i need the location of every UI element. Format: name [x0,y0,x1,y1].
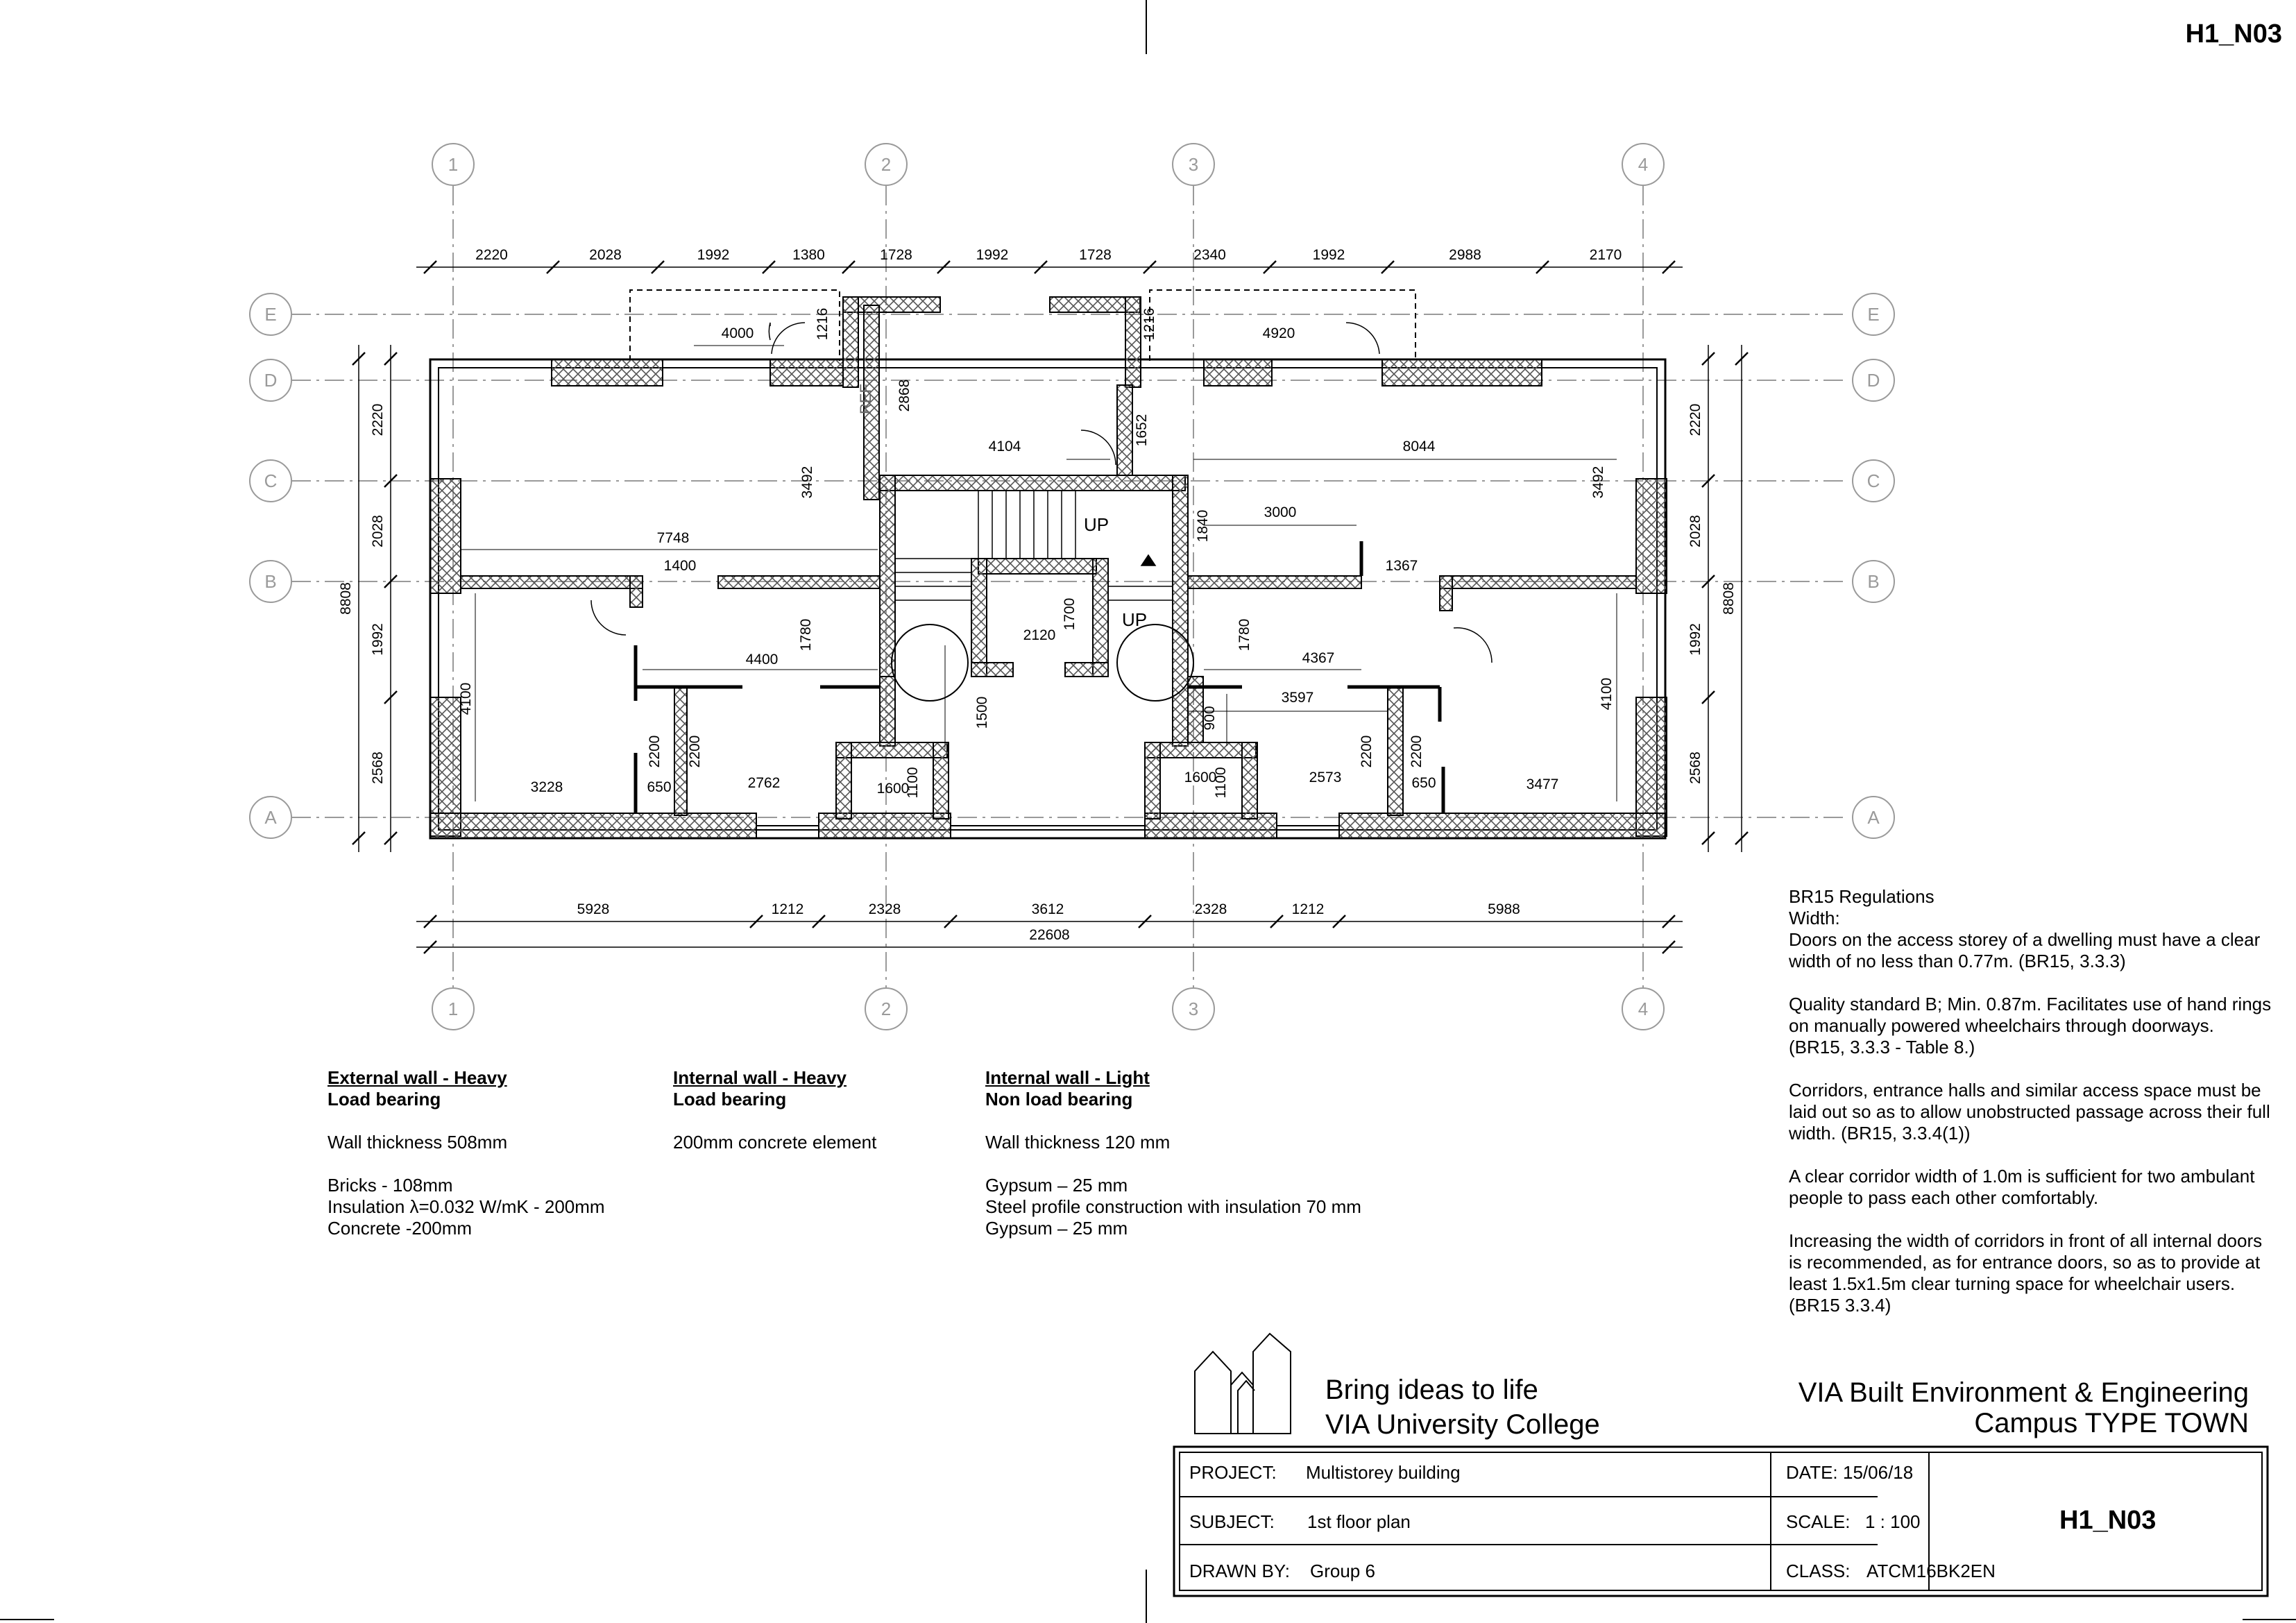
grid-label-col: 1 [448,999,459,1019]
dim-interior-text: 1100 [905,767,921,799]
dim-top-text: 2988 [1449,247,1481,263]
dim-right-text: 2568 [1687,751,1703,784]
legend-line: Insulation λ=0.032 W/mK - 200mm [328,1196,605,1217]
dim-right-text: 2028 [1687,515,1703,547]
dim-interior-text: 2573 [1309,770,1342,785]
dim-interior-text: 3000 [1264,504,1297,520]
legend-line: Wall thickness 120 mm [985,1132,1171,1153]
sheet-code: H1_N03 [2185,19,2282,49]
subject-label: SUBJECT: [1189,1511,1275,1532]
dim-top-text: 1380 [792,247,825,263]
class-value: ATCM16BK2EN [1866,1561,1996,1581]
dim-interior-text: 1100 [1213,767,1229,799]
scale-value: 1 : 100 [1865,1511,1921,1532]
dim-bottom-text: 1212 [771,901,804,917]
legend-subtitle: Load bearing [673,1089,787,1110]
dim-right-text: 2220 [1687,403,1703,436]
dim-interior-text: 4100 [1599,677,1615,711]
title-block-code: H1_N03 [2059,1506,2157,1535]
grid-label-row: D [1866,370,1880,391]
regulation-paragraph: A clear corridor width of 1.0m is sufficient for two ambulant people to pass each other comfortably. [1789,1166,2255,1208]
grid-label-col: 2 [881,154,892,175]
dim-interior-text: 2120 [1023,627,1056,643]
dim-interior-text: 1400 [663,558,697,574]
dim-interior-text: 7748 [656,530,690,546]
date-label: DATE: [1786,1462,1838,1483]
dim-interior-text: 1700 [1062,597,1078,631]
dim-interior-text: 2762 [747,775,781,791]
legend-subtitle: Non load bearing [985,1089,1133,1110]
dim-interior-text: 4920 [1262,325,1295,341]
grid-label-row: B [1867,571,1880,592]
dim-interior-text: 900 [1202,706,1218,731]
regulations-heading: BR15 Regulations [1789,886,1934,907]
legend-line: Gypsum – 25 mm [985,1175,1128,1196]
ref-label: REF [857,384,874,414]
grid-label-col: 2 [881,999,892,1019]
brand-line-2: VIA University College [1325,1409,1600,1440]
dim-top-text: 1992 [1312,247,1345,263]
regulation-paragraph: Doors on the access storey of a dwelling must have a clear width of no less than 0.77m. (BR15, 3.3.3) [1789,929,2261,971]
date-value: 15/06/18 [1843,1462,1914,1483]
drawn-by-value: Group 6 [1310,1561,1375,1581]
regulation-paragraph: Increasing the width of corridors in front of all internal doors is recommended, as for entrance doors, so as to provide at least 1.5x1.5m clear turning space for wheelchair users. (BR15 3.3.4) [1789,1230,2263,1316]
project-label: PROJECT: [1189,1462,1277,1483]
dim-interior-text: 4100 [458,682,474,715]
grid-label-row: A [1867,807,1880,828]
dim-left-text: 1992 [370,623,386,656]
regulation-paragraph: Corridors, entrance halls and similar access space must be laid out so as to allow unobstructed passage across their full width. (BR15, 3.3.4(1)) [1789,1080,2270,1144]
legend-line: 200mm concrete element [673,1132,877,1153]
grid-label-col: 1 [448,154,459,175]
scale-label: SCALE: [1786,1511,1851,1532]
grid-label-row: C [264,470,278,491]
stair-up-label-1: UP [1083,514,1109,535]
dim-top-text: 2340 [1193,247,1226,263]
dim-interior-text: 4367 [1302,650,1335,666]
dim-interior-text: 1600 [1184,770,1217,785]
dim-interior-text: 650 [1411,775,1436,791]
campus-line-1: VIA Built Environment & Engineering [1798,1377,2249,1408]
dim-left-total-text: 8808 [338,582,354,615]
dim-interior-text: 1652 [1134,414,1150,447]
campus-line-2: Campus TYPE TOWN [1974,1408,2249,1438]
dim-interior-text: 3492 [1590,466,1606,499]
dim-interior-text: 1600 [876,781,910,797]
legend-title: External wall - Heavy [328,1067,507,1088]
dim-interior-text: 4000 [721,325,754,341]
dim-right-text: 1992 [1687,623,1703,656]
dim-top-text: 2170 [1589,247,1622,263]
dim-left-text: 2568 [370,751,386,784]
grid-label-row: C [1866,470,1880,491]
legend-subtitle: Load bearing [328,1089,441,1110]
dim-bottom-text: 3612 [1031,901,1064,917]
dim-interior-text: 3228 [530,779,563,795]
dim-top-text: 1728 [880,247,912,263]
dim-interior-text: 1216 [815,307,831,341]
dim-top-text: 1728 [1079,247,1112,263]
grid-label-row: B [264,571,277,592]
dim-interior-text: 1840 [1195,509,1211,543]
legend-line: Bricks - 108mm [328,1175,453,1196]
dim-top-text: 2028 [589,247,622,263]
grid-label-row: E [1867,304,1880,325]
dim-interior-text: 2200 [1359,735,1375,768]
legend-line: Steel profile construction with insulation 70 mm [985,1196,1361,1217]
dim-bottom-total-text: 22608 [1029,927,1070,943]
dim-interior-text: 4104 [988,439,1021,454]
dim-top-text: 1992 [976,247,1009,263]
dim-top-text: 1992 [697,247,730,263]
dim-bottom-text: 2328 [1194,901,1227,917]
dim-interior-text: 2200 [1409,735,1425,768]
grid-label-col: 4 [1638,999,1649,1019]
legend-line: Wall thickness 508mm [328,1132,508,1153]
dim-interior-text: 1216 [1141,307,1157,341]
grid-label-row: E [264,304,277,325]
dim-top-text: 2220 [475,247,508,263]
regulations-subheading: Width: [1789,908,1840,928]
legend-line: Concrete -200mm [328,1218,473,1239]
subject-value: 1st floor plan [1307,1511,1411,1532]
grid-label-col: 3 [1188,999,1199,1019]
legend-line: Gypsum – 25 mm [985,1218,1128,1239]
drawn-by-label: DRAWN BY: [1189,1561,1290,1581]
dim-interior-text: 3492 [799,466,815,499]
dim-left-text: 2220 [370,403,386,436]
dim-bottom-text: 1212 [1291,901,1325,917]
brand-line-1: Bring ideas to life [1325,1375,1538,1405]
dim-bottom-text: 5928 [577,901,610,917]
dim-bottom-text: 5988 [1488,901,1520,917]
grid-label-col: 4 [1638,154,1649,175]
grid-label-row: A [264,807,277,828]
dim-right-total-text: 8808 [1721,582,1737,615]
dim-interior-text: 1780 [1236,618,1252,652]
dim-left-text: 2028 [370,515,386,547]
class-label: CLASS: [1786,1561,1851,1581]
regulation-paragraph: Quality standard B; Min. 0.87m. Facilitates use of hand rings on manually powered wheelchairs through doorways. (BR15, 3.3.3 - Table 8.) [1789,994,2272,1057]
dim-bottom-text: 2328 [868,901,901,917]
legend-title: Internal wall - Heavy [673,1067,847,1088]
dim-interior-text: 2200 [647,735,663,768]
dim-interior-text: 4400 [745,652,779,668]
legend-title: Internal wall - Light [985,1067,1150,1088]
dim-interior-text: 650 [647,779,672,795]
grid-label-row: D [264,370,278,391]
stair-up-label-2: UP [1121,609,1148,630]
grid-label-col: 3 [1188,154,1199,175]
dim-interior-text: 2868 [896,379,912,412]
dim-interior-text: 3597 [1281,690,1314,706]
dim-interior-text: 1780 [798,618,814,652]
project-value: Multistorey building [1306,1462,1461,1483]
dim-interior-text: 8044 [1402,439,1436,454]
dim-interior-text: 3477 [1526,776,1559,792]
dim-interior-text: 2200 [687,735,703,768]
dim-interior-text: 1500 [974,696,990,729]
dim-interior-text: 1367 [1385,558,1418,574]
